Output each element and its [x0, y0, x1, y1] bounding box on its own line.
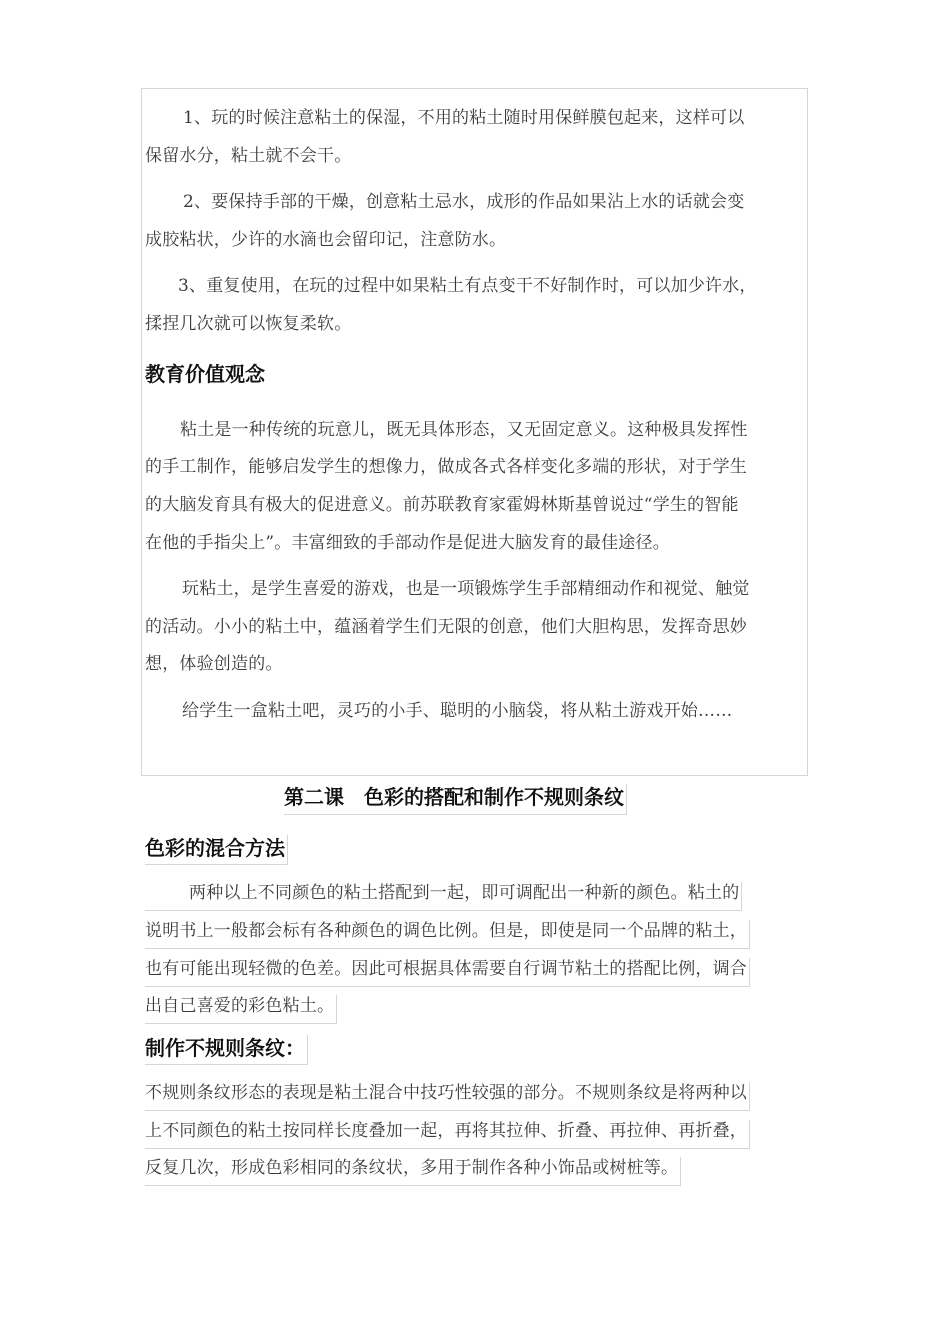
tip-1-line-2: 保留水分，粘土就不会干。: [145, 146, 352, 166]
edu-paragraph-2-line-3: 想，体验创造的。: [145, 654, 283, 674]
edu-paragraph-2-line-2: 的活动。小小的粘土中，蕴涵着学生们无限的创意，他们大胆构思，发挥奇思妙: [145, 617, 747, 637]
color-mixing-line-3: 也有可能出现轻微的色差。因此可根据具体需要自行调节粘土的搭配比例，调合: [145, 958, 750, 987]
edu-paragraph-1-line-2: 的手工制作，能够启发学生的想像力，做成各式各样变化多端的形状，对于学生: [145, 457, 747, 477]
edu-paragraph-2-line-1: 玩粘土，是学生喜爱的游戏，也是一项锻炼学生手部精细动作和视觉、触觉: [182, 579, 750, 599]
irregular-stripes-line-2: 上不同颜色的粘土按同样长度叠加一起，再将其拉伸、折叠、再拉伸、再折叠，: [145, 1120, 750, 1149]
irregular-stripes-heading: 制作不规则条纹：: [145, 1035, 308, 1065]
color-mixing-line-2: 说明书上一般都会标有各种颜色的调色比例。但是，即使是同一个品牌的粘土，: [145, 920, 750, 949]
edu-paragraph-3-line-1: 给学生一盒粘土吧，灵巧的小手、聪明的小脑袋，将从粘土游戏开始……: [182, 701, 733, 721]
edu-paragraph-1-line-1: 粘土是一种传统的玩意儿，既无具体形态，又无固定意义。这种极具发挥性: [180, 420, 748, 440]
edu-paragraph-1-line-3: 的大脑发育具有极大的促进意义。前苏联教育家霍姆林斯基曾说过“学生的智能: [145, 495, 739, 515]
color-mixing-line-4: 出自己喜爱的彩色粘土。: [145, 995, 337, 1024]
tip-3-line-1: 3、重复使用，在玩的过程中如果粘土有点变干不好制作时，可以加少许水，: [178, 276, 757, 296]
tip-1-line-1: 1、玩的时候注意粘土的保湿，不用的粘土随时用保鲜膜包起来，这样可以: [183, 108, 745, 128]
education-value-heading: 教育价值观念: [145, 362, 265, 386]
color-mixing-heading: 色彩的混合方法: [145, 835, 288, 865]
edu-paragraph-1-line-4: 在他的手指尖上”。丰富细致的手部动作是促进大脑发育的最佳途径。: [145, 533, 670, 553]
color-mixing-line-1: 两种以上不同颜色的粘土搭配到一起，即可调配出一种新的颜色。粘土的: [145, 882, 742, 911]
tip-2-line-1: 2、要保持手部的干燥，创意粘土忌水，成形的作品如果沾上水的话就会变: [183, 192, 745, 212]
tip-3-line-2: 揉捏几次就可以恢复柔软。: [145, 314, 352, 334]
lesson-title: 第二课 色彩的搭配和制作不规则条纹: [284, 784, 627, 815]
irregular-stripes-line-1: 不规则条纹形态的表现是粘土混合中技巧性较强的部分。不规则条纹是将两种以: [145, 1082, 750, 1111]
tip-2-line-2: 成胶粘状，少许的水滴也会留印记，注意防水。: [145, 230, 507, 250]
irregular-stripes-line-3: 反复几次，形成色彩相同的条纹状，多用于制作各种小饰品或树桩等。: [145, 1157, 681, 1186]
